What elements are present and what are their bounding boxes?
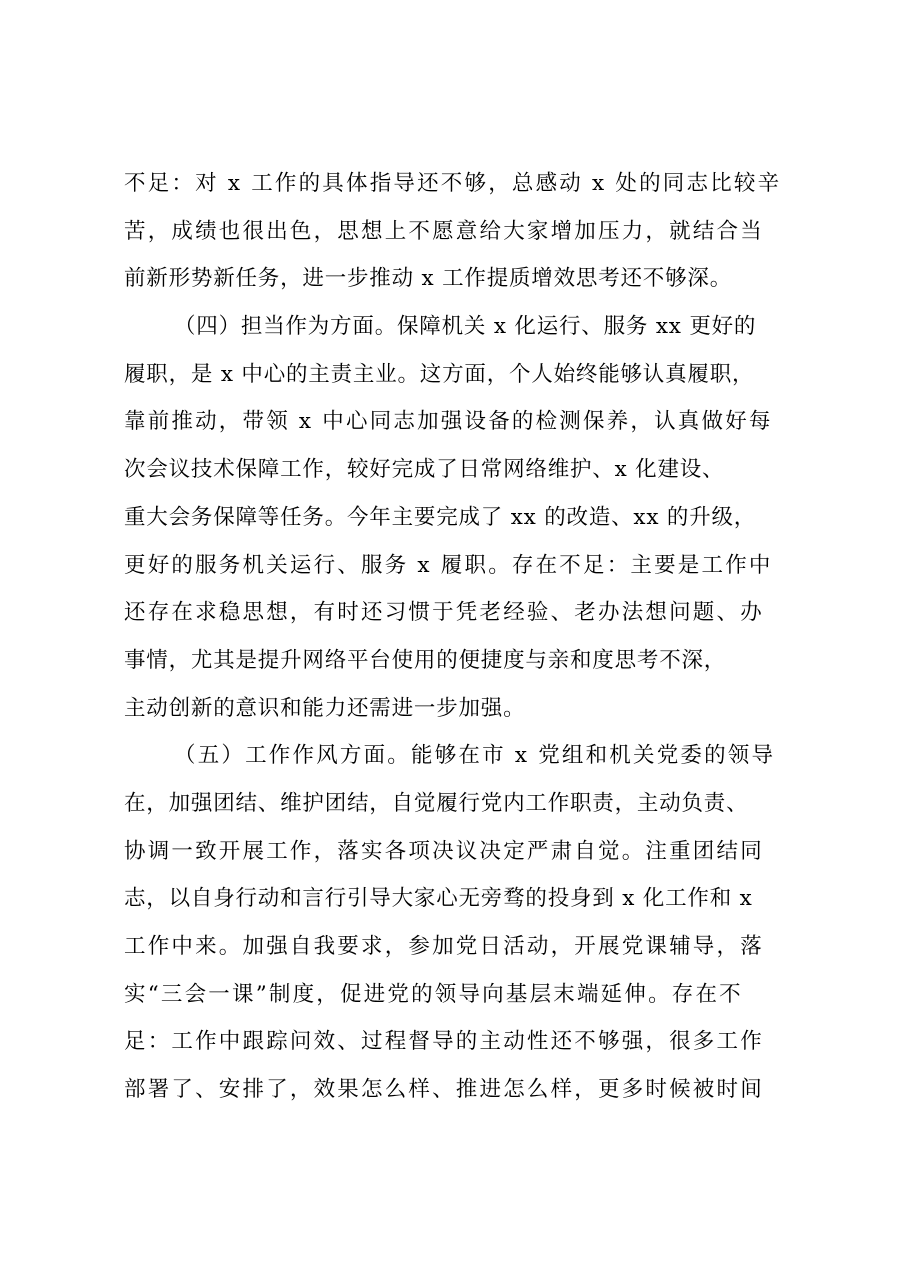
text-line: 志，以自身行动和言行引导大家心无旁骛的投身到 x 化工作和 x [124,886,753,912]
paragraph-four-start: （四）担当作为方面。保障机关 x 化运行、服务 xx 更好的 [174,314,757,340]
text-line: 重大会务保障等任务。今年主要完成了 xx 的改造、xx 的升级， [124,504,757,530]
text-line: 事情，尤其是提升网络平台使用的便捷度与亲和度思考不深， [124,647,727,673]
text-line: 工作中来。加强自我要求，参加党日活动，开展党课辅导，落 [124,934,764,959]
text-line: 主动创新的意识和能力还需进一步加强。 [124,695,526,721]
text-line: 更好的服务机关运行、服务 x 履职。存在不足：主要是工作中 [124,552,773,578]
text-line: 前新形势新任务，进一步推动 x 工作提质增效思考还不够深。 [124,266,732,292]
text-line: 还存在求稳思想，有时还习惯于凭老经验、老办法想问题、办 [124,600,764,626]
text-line: 履职，是 x 中心的主责主业。这方面，个人始终能够认真履职， [124,361,755,387]
text-line: 实“三会一课”制度，促进党的领导向基层末端延伸。存在不 [124,981,743,1007]
body-text [124,160,804,1114]
text-line: 靠前推动，带领 x 中心同志加强设备的检测保养，认真做好每 [124,409,773,435]
text-line: 足：工作中跟踪问效、过程督导的主动性还不够强，很多工作 [124,1029,764,1055]
text-line: 不足：对 x 工作的具体指导还不够，总感动 x 处的同志比较辛 [124,171,782,196]
text-line: 部署了、安排了，效果怎么样、推进怎么样，更多时候被时间 [124,1077,764,1103]
text-line: 苦，成绩也很出色，思想上不愿意给大家增加压力，就结合当 [124,218,764,244]
text-line: 在，加强团结、维护团结，自觉履行党内工作职责，主动负责、 [124,790,749,816]
text-line: 次会议技术保障工作，较好完成了日常网络维护、x 化建设、 [124,457,725,483]
text-line: 协调一致开展工作，落实各项决议决定严肃自觉。注重团结同 [124,838,764,864]
paragraph-five-start: （五）工作作风方面。能够在市 x 党组和机关党委的领导 [174,743,776,769]
